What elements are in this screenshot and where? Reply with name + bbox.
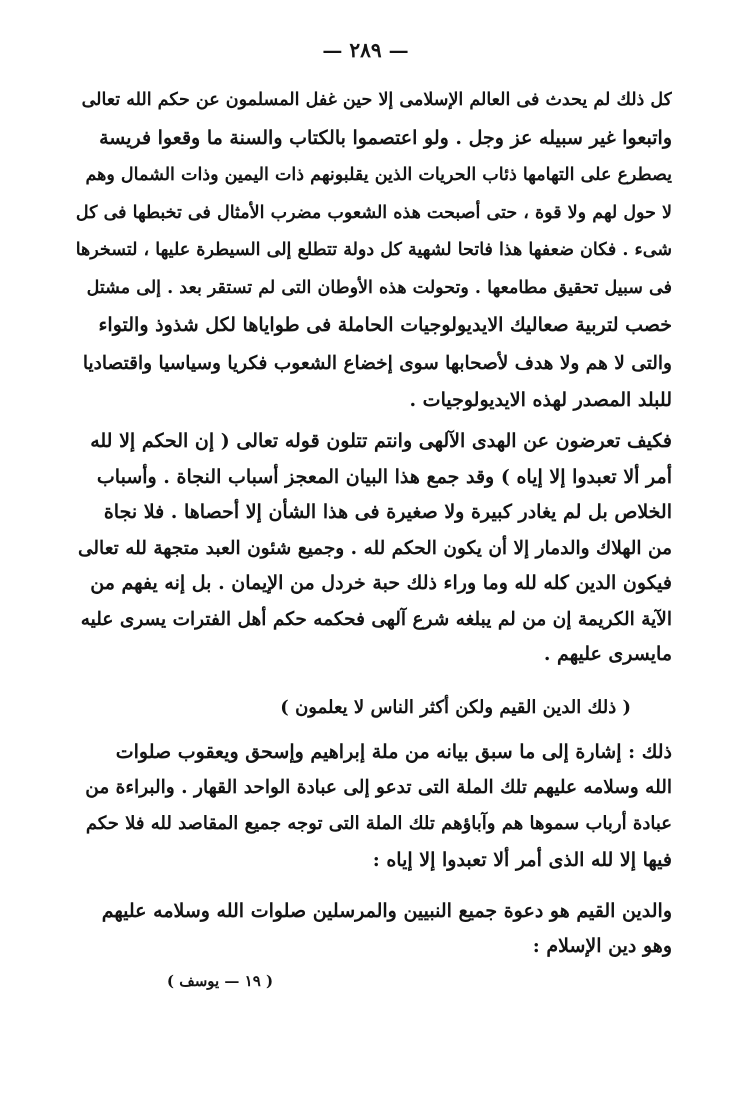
paragraph-2 [72,424,672,673]
text-line: والدين القيم هو دعوة جميع النبيين والمرسلين صلوات الله وسلامه عليهم [101,900,672,922]
text-line: كل ذلك لم يحدث فى العالم الإسلامى إلا حين غفل المسلمون عن حكم الله تعالى [81,90,672,110]
text-line: شىء . فكان ضعفها هذا فاتحا لشهية كل دولة تتطلع إلى السيطرة عليها ، لتسخرها [75,240,672,260]
text-line: فى سبيل تحقيق مطامعها . وتحولت هذه الأوطان التى لم تستقر بعد . إلى مشتل [86,277,672,298]
text-line: أمر ألا تعبدوا إلا إياه ) وقد جمع هذا البيان المعجز أسباب النجاة . وأسباب [96,465,672,488]
text-line: الآية الكريمة إن من لم يبلغه شرع آلهى فحكمه حكم أهل الفترات يسرى عليه [80,608,672,630]
text-line: والتى لا هم ولا هدف لأصحابها سوى إخضاع الشعوب فكريا وسياسيا واقتصاديا [82,352,672,374]
text-line: وهو دين الإسلام : [532,935,672,957]
text-line: مايسرى عليهم . [543,643,672,665]
text-line: فيها إلا لله الذى أمر ألا تعبدوا إلا إياه : [372,849,672,871]
paragraph-1 [72,82,672,420]
footnote-reference: ( ١٩ — يوسف ) [166,972,274,990]
text-line: واتبعوا غير سبيله عز وجل . ولو اعتصموا بالكتاب والسنة ما وقعوا فريسة [99,126,672,149]
text-line: ذلك : إشارة إلى ما سبق بيانه من ملة إبراهيم وإسحق ويعقوب صلوات [115,741,672,763]
text-line: للبلد المصدر لهذه الايديولوجيات . [409,389,672,411]
text-line: من الهلاك والدمار إلا أن يكون الحكم لله . وجميع شئون العبد متجهة لله تعالى [78,537,672,559]
text-line: الله وسلامه عليهم تلك الملة التى تدعو إلى عبادة الواحد القهار . والبراءة من [85,777,672,798]
text-line: عبادة أرباب سموها هم وآباؤهم تلك الملة التى توجه جميع المقاصد لله فلا حكم [85,813,672,834]
quran-verse-heading: ( ذلك الدين القيم ولكن أكثر الناس لا يعلمون ) [280,697,631,718]
text-line: فكيف تعرضون عن الهدى الآلهى وانتم تتلون قوله تعالى ( إن الحكم إلا لله [90,430,672,452]
text-line: يصطرع على التهامها ذئاب الحريات الذين يقلبونهم ذات اليمين وذات الشمال وهم [85,165,672,185]
text-line: خصب لتربية صعاليك الايديولوجيات الحاملة فى طواياها لكل شذوذ والتواء [98,314,672,336]
page-number: — ٢٨٩ — [322,38,409,62]
paragraph-3 [72,734,672,878]
paragraph-4 [72,894,672,964]
text-line: لا حول لهم ولا قوة ، حتى أصبحت هذه الشعوب مضرب الأمثال فى تخبطها فى كل [75,202,672,223]
text-line: فيكون الدين كله لله وما وراء ذلك حبة خردل من الإيمان . بل إنه يفهم من [90,572,672,594]
text-line: الخلاص بل لم يغادر كبيرة ولا صغيرة فى هذا الشأن إلا أحصاها . فلا نجاة [103,501,672,523]
